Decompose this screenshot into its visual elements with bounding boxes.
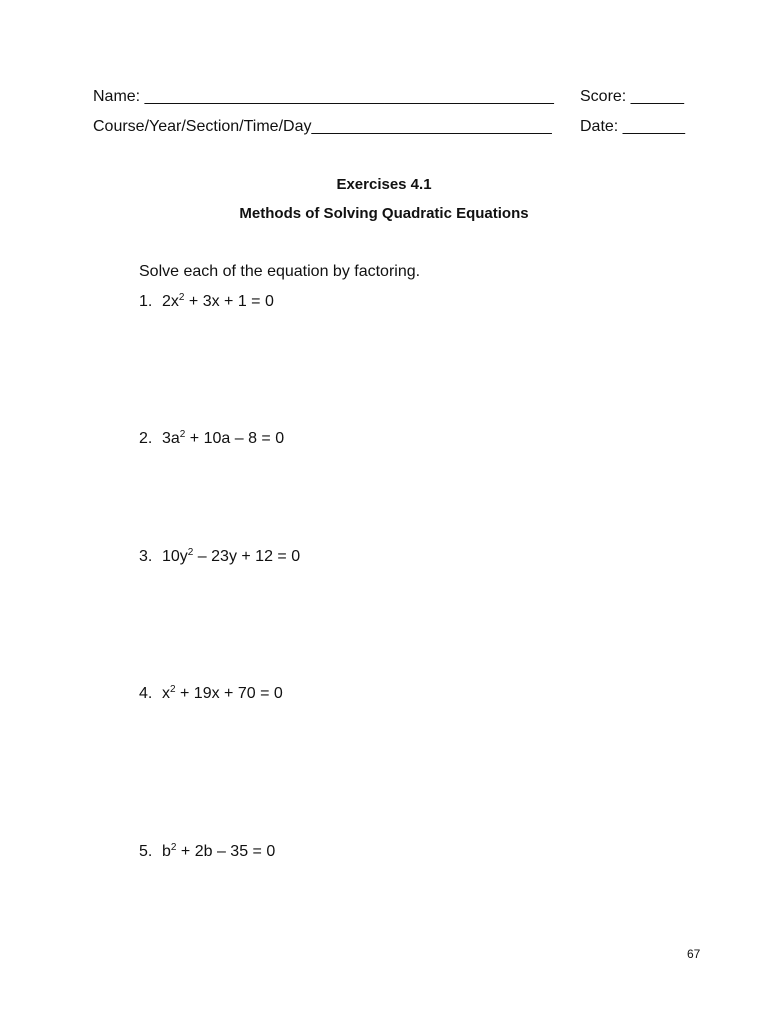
date-label: Date: _______ [580, 118, 685, 135]
equation-rest: + 2b – 35 = 0 [176, 843, 276, 860]
name-label: Name: ______________________________________________ [93, 88, 554, 105]
equation-exponent: 2 [178, 292, 185, 303]
equation-exponent: 2 [170, 684, 176, 695]
equation-rest: – 23y + 12 = 0 [193, 548, 301, 565]
course-line [93, 118, 685, 136]
equation-exponent: 2 [179, 429, 186, 440]
problem-number: 2. [139, 430, 153, 447]
equation-rest: + 3x + 1 = 0 [184, 293, 274, 310]
problem-5 [139, 843, 275, 861]
problem-number: 1. [139, 293, 153, 310]
instruction-text: Solve each of the equation by factoring. [139, 263, 421, 280]
score-label: Score: ______ [580, 88, 685, 105]
exercise-subtitle: Methods of Solving Quadratic Equations [239, 205, 529, 222]
equation-term: 2x [162, 293, 179, 310]
equation-term: 3a [162, 430, 180, 447]
equation-term: x [162, 685, 170, 702]
equation-exponent: 2 [187, 547, 194, 558]
equation-exponent: 2 [170, 842, 177, 853]
exercise-title: Exercises 4.1 [336, 176, 432, 193]
problem-number: 5. [139, 843, 153, 860]
problem-2 [139, 430, 284, 448]
equation-term: b [162, 843, 171, 860]
name-line [93, 88, 685, 106]
equation-rest: + 10a – 8 = 0 [185, 430, 285, 447]
equation-rest: + 19x + 70 = 0 [175, 685, 283, 702]
equation-term: 10y [162, 548, 188, 565]
page-number: 67 [687, 947, 701, 961]
problem-number: 4. [139, 685, 153, 702]
problem-1 [139, 293, 274, 311]
problem-4 [139, 685, 283, 703]
problem-3 [139, 548, 300, 566]
problem-number: 3. [139, 548, 153, 565]
course-label: Course/Year/Section/Time/Day___________________________ [93, 118, 552, 135]
